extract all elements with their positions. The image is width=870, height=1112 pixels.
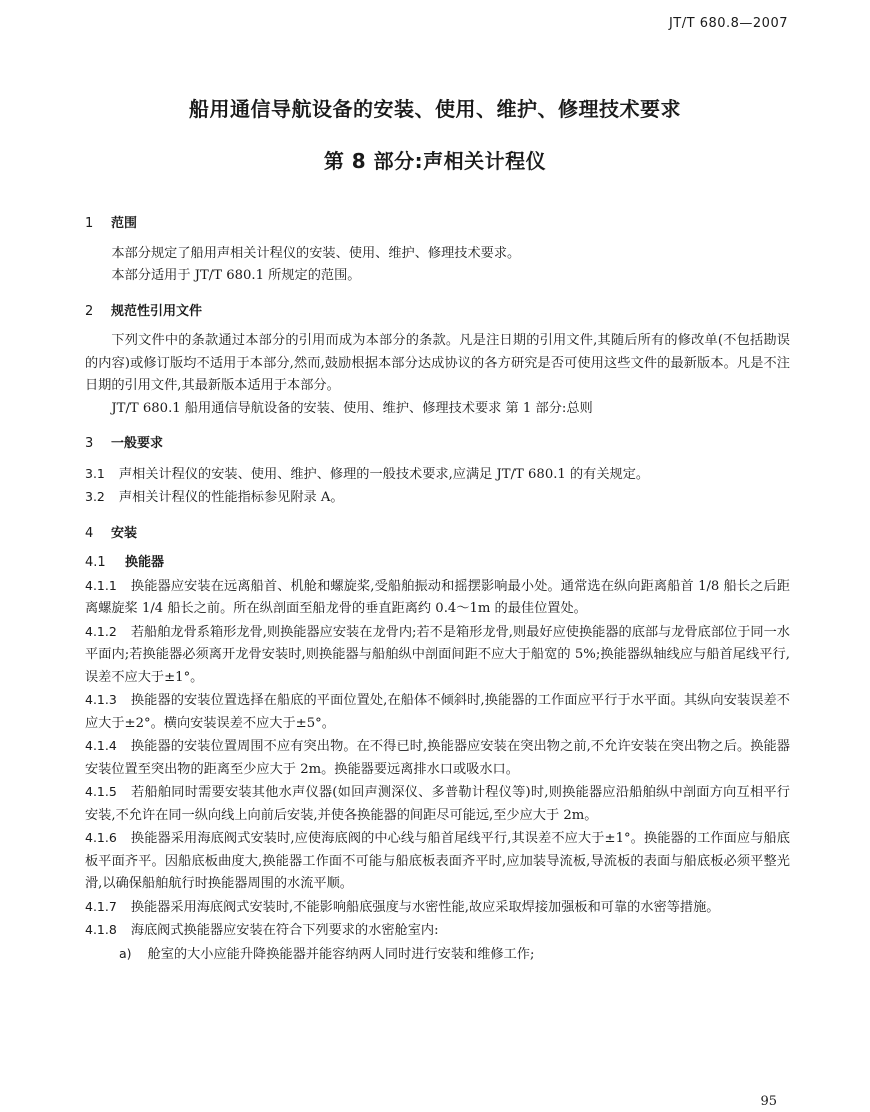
clause-text: 换能器的安装位置周围不应有突出物。在不得已时,换能器应安装在突出物之前,不允许安装在突出物之后。换能器安装位置至突出物的距离至少应大于 2m。换能器要远离排水口或吸水口。 bbox=[85, 739, 790, 777]
section-title: 规范性引用文件 bbox=[111, 303, 203, 319]
clause-text: 若船舶龙骨系箱形龙骨,则换能器应安装在龙骨内;若不是箱形龙骨,则最好应使换能器的底部与龙骨底部位于同一水平面内;若换能器必须离开龙骨安装时,则换能器与船舶纵中剖面间距不应大于船宽的 5%;换能器纵轴线应与船首尾线平行,误差不应大于±1°。 bbox=[85, 624, 790, 685]
section-title: 范围 bbox=[111, 216, 138, 231]
section-number: 2 bbox=[85, 303, 94, 319]
section-title: 安装 bbox=[111, 525, 138, 541]
clause-number: 4.1.8 bbox=[85, 922, 117, 937]
clause-text: 换能器采用海底阀式安装时,不能影响船底强度与水密性能,故应采取焊接加强板和可靠的水密等措施。 bbox=[130, 899, 720, 915]
clause-4-1-6 bbox=[85, 827, 790, 896]
clause-3-2 bbox=[85, 486, 790, 510]
subsection-title: 换能器 bbox=[125, 555, 165, 570]
standard-code: JT/T 680.8—2007 bbox=[668, 16, 788, 31]
section-heading-scope bbox=[85, 213, 790, 236]
clause-text: 声相关计程仪的性能指标参见附录 A。 bbox=[118, 490, 344, 505]
clause-text: 海底阀式换能器应安装在符合下列要求的水密舱室内: bbox=[130, 923, 439, 938]
section-heading-normative-references bbox=[85, 301, 790, 324]
clause-number: 4.1.4 bbox=[85, 738, 117, 753]
subsection-number: 4.1 bbox=[85, 555, 106, 570]
document-body bbox=[85, 213, 790, 966]
page-number: 95 bbox=[760, 1094, 777, 1109]
document-subtitle: 第 8 部分:声相关计程仪 bbox=[323, 149, 547, 173]
clause-4-1-2 bbox=[85, 621, 790, 690]
list-item-text: 舱室的大小应能升降换能器并能容纳两人同时进行安装和维修工作; bbox=[147, 946, 535, 962]
clause-3-1 bbox=[85, 463, 790, 487]
paragraph: 下列文件中的条款通过本部分的引用而成为本部分的条款。凡是注日期的引用文件,其随后所有的修改单(不包括勘误的内容)或修订版均不适用于本部分,然而,鼓励根据本部分达成协议的各方研究是否可使用这些文件的最新版本。凡是不注日期的引用文件,其最新版本适用于本部分。 bbox=[85, 333, 790, 393]
clause-4-1-7 bbox=[85, 896, 790, 920]
list-item-marker: a) bbox=[119, 945, 132, 961]
reference-entry: JT/T 680.1 船用通信导航设备的安装、使用、维护、修理技术要求 第 1 部分:总则 bbox=[111, 400, 593, 416]
clause-number: 4.1.3 bbox=[85, 692, 117, 707]
clause-number: 4.1.5 bbox=[85, 784, 117, 799]
paragraph: 本部分规定了船用声相关计程仪的安装、使用、维护、修理技术要求。 bbox=[111, 245, 521, 261]
clause-4-1-5 bbox=[85, 781, 790, 827]
clause-number: 3.1 bbox=[85, 465, 105, 481]
clause-text: 换能器的安装位置选择在船底的平面位置处,在船体不倾斜时,换能器的工作面应平行于水平面。其纵向安装误差不应大于±2°。横向安装误差不应大于±5°。 bbox=[85, 693, 790, 731]
list-item-a bbox=[85, 943, 790, 967]
clause-number: 4.1.7 bbox=[85, 898, 117, 914]
clause-4-1-3 bbox=[85, 689, 790, 735]
clause-number: 4.1.2 bbox=[85, 623, 117, 639]
subsection-heading-transducer bbox=[85, 552, 790, 575]
clause-4-1-8 bbox=[85, 919, 790, 943]
clause-text: 声相关计程仪的安装、使用、维护、修理的一般技术要求,应满足 JT/T 680.1 的有关规定。 bbox=[118, 466, 650, 482]
clause-text: 若船舶同时需要安装其他水声仪器(如回声测深仪、多普勒计程仪等)时,则换能器应沿船舶纵中剖面方向互相平行安装,不允许在同一纵向线上向前后安装,并使各换能器的间距尽可能远,至少应大于 2m。 bbox=[85, 785, 790, 823]
section-heading-installation bbox=[85, 523, 790, 546]
clause-number: 4.1.6 bbox=[85, 830, 117, 845]
clause-number: 3.2 bbox=[85, 489, 105, 504]
section-title: 一般要求 bbox=[111, 436, 164, 451]
section-number: 1 bbox=[85, 216, 94, 231]
document-title: 船用通信导航设备的安装、使用、维护、修理技术要求 bbox=[189, 97, 681, 121]
clause-4-1-1 bbox=[85, 575, 790, 621]
section-number: 4 bbox=[85, 525, 94, 541]
clause-text: 换能器采用海底阀式安装时,应使海底阀的中心线与船首尾线平行,其误差不应大于±1°。换能器的工作面应与船底板平面齐平。因船底板曲度大,换能器工作面不可能与船底板表面齐平时,应加装导流板,导流板的表面与船底板必须平整光滑,以确保船舶航行时换能器周围的水流平顺。 bbox=[85, 831, 790, 891]
clause-number: 4.1.1 bbox=[85, 577, 117, 593]
section-heading-general-requirements bbox=[85, 433, 790, 456]
section-number: 3 bbox=[85, 436, 94, 451]
clause-4-1-4 bbox=[85, 735, 790, 781]
clause-text: 换能器应安装在远离船首、机舱和螺旋桨,受船舶振动和摇摆影响最小处。通常选在纵向距离船首 1/8 船长之后距离螺旋桨 1/4 船长之前。所在纵剖面至船龙骨的垂直距离约 0.4～1m 的最佳位置处。 bbox=[85, 578, 790, 616]
paragraph: 本部分适用于 JT/T 680.1 所规定的范围。 bbox=[111, 268, 361, 283]
